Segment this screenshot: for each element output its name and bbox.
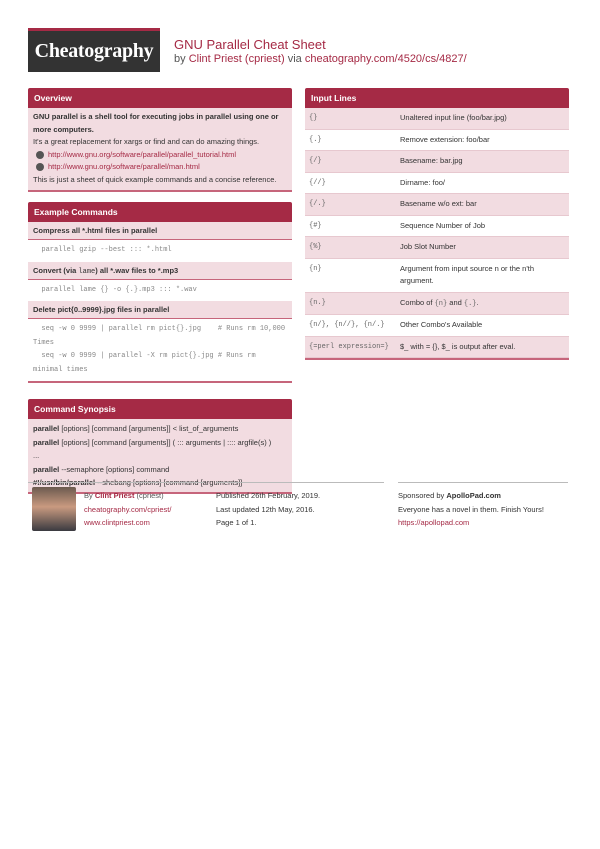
author-site-link[interactable]: www.clintpriest.com <box>84 518 150 527</box>
input-lines-section <box>305 88 569 360</box>
man-page-link[interactable] <box>33 161 287 174</box>
right-column <box>305 88 569 370</box>
tutorial-link[interactable] <box>33 149 287 162</box>
example-code-line: seq -w 0 9999 | parallel rm pict{}.jpg # Runs rm 10,000 Times <box>33 325 290 347</box>
page-number: Page 1 of 1. <box>216 518 257 527</box>
input-key: {%} <box>309 243 322 251</box>
author-line <box>84 489 204 503</box>
input-key: {=perl expression=} <box>309 342 389 351</box>
table-row <box>305 108 569 130</box>
overview-note: This is just a sheet of quick example commands and a concise reference. <box>33 174 277 184</box>
footer <box>28 482 568 538</box>
publish-info <box>216 482 384 530</box>
table-row <box>305 173 569 195</box>
input-desc <box>396 293 569 315</box>
synopsis-args: --shebang [options] [command [arguments]] <box>95 478 243 487</box>
overview-section <box>28 88 292 192</box>
table-row <box>305 337 569 359</box>
table-row <box>305 315 569 337</box>
table-row <box>305 237 569 259</box>
synopsis-cmd: #!/usr/bin/parallel <box>33 478 96 487</box>
example-commands-section <box>28 202 292 383</box>
page-title: GNU Parallel Cheat Sheet <box>174 37 326 52</box>
example-code <box>28 319 292 381</box>
example-code <box>28 240 292 262</box>
example-code-line: seq -w 0 9999 | parallel -X rm pict{}.jpg # Runs rm minimal times <box>33 352 260 374</box>
input-key: {n} <box>309 264 322 273</box>
synopsis-line <box>33 449 287 463</box>
synopsis-cmd: parallel <box>33 437 60 447</box>
synopsis-cmd: parallel <box>33 464 60 474</box>
example-title: Delete pict{0..9999}.jpg files in parallel <box>28 301 292 319</box>
overview-intro: GNU parallel is a shell tool for executing jobs in parallel using one or more computers. <box>33 112 279 134</box>
input-key: {} <box>309 114 318 122</box>
author-profile-link[interactable]: cheatography.com/cpriest/ <box>84 504 172 514</box>
table-row <box>305 151 569 173</box>
input-desc-code: {.} <box>463 299 477 308</box>
avatar[interactable] <box>32 487 76 531</box>
sheet-url-link[interactable]: cheatography.com/4520/cs/4827/ <box>304 53 467 65</box>
input-desc-part: . <box>476 297 479 307</box>
input-desc: $_ with = {}, $_ is output after eval. <box>400 341 516 351</box>
left-column <box>28 88 292 504</box>
sponsor-name-link[interactable]: ApolloPad.com <box>446 491 501 500</box>
updated-date: Last updated 12th May, 2016. <box>216 504 315 514</box>
input-key: {n/}, {n//}, {n/.} <box>309 321 385 329</box>
input-desc: Basename w/o ext: bar <box>400 199 477 208</box>
command-synopsis-section <box>28 399 292 494</box>
cheatography-logo[interactable]: Cheatography <box>28 28 160 72</box>
input-desc-code: {n} <box>434 299 448 308</box>
table-row <box>305 194 569 216</box>
input-key: {/} <box>309 157 322 165</box>
input-key: {n.} <box>309 298 326 307</box>
input-desc: Basename: bar.jpg <box>400 156 463 165</box>
sponsor-url-link[interactable]: https://apollopad.com <box>398 518 470 527</box>
input-desc: Sequence Number of Job <box>400 220 486 230</box>
table-row <box>305 130 569 152</box>
input-key: {#} <box>309 221 322 230</box>
example-commands-heading: Example Commands <box>28 202 292 222</box>
author-handle: (cpriest) <box>136 491 164 500</box>
input-desc: Dirname: foo/ <box>400 177 446 187</box>
input-desc-part: Combo of <box>400 297 435 307</box>
synopsis-args: ... <box>33 451 40 460</box>
synopsis-line <box>33 463 287 477</box>
author-link[interactable]: Clint Priest (cpriest) <box>188 53 285 65</box>
command-synopsis-heading: Command Synopsis <box>28 399 292 419</box>
input-desc: Remove extension: foo/bar <box>400 134 490 144</box>
example-code <box>28 280 292 302</box>
globe-icon <box>36 151 44 159</box>
synopsis-body <box>28 419 292 492</box>
example-title-part: ) all *.wav files to *.mp3 <box>95 265 179 275</box>
example-title-part: Convert (via <box>33 265 79 275</box>
byline-by: by <box>174 53 186 65</box>
example-title: Compress all *.html files in parallel <box>28 222 292 240</box>
table-row <box>305 216 569 238</box>
author-name-link[interactable]: Clint Priest <box>94 491 135 500</box>
sponsor-by: Sponsored by <box>398 491 445 500</box>
input-desc: Job Slot Number <box>400 242 456 251</box>
example-code-line: parallel lame {} -o {.}.mp3 ::: *.wav <box>41 285 197 294</box>
author-by: By <box>84 491 93 500</box>
byline-via: via <box>287 53 302 65</box>
globe-icon <box>36 163 44 171</box>
sponsor-info <box>398 482 568 530</box>
overview-heading: Overview <box>28 88 292 108</box>
example-title <box>28 262 292 280</box>
sponsor-line <box>398 489 568 503</box>
input-desc: Argument from input source n or the n'th argument. <box>400 263 535 285</box>
input-desc-part: and <box>447 297 464 307</box>
example-code-line: parallel gzip --best ::: *.html <box>41 246 172 254</box>
published-date: Published 26th February, 2019. <box>216 491 321 500</box>
input-key: {/.} <box>309 200 326 208</box>
input-desc: Unaltered input line (foo/bar.jpg) <box>400 113 507 122</box>
byline <box>174 53 467 65</box>
overview-replacement: It's a great replacement for xargs or find and can do amazing things. <box>33 137 260 146</box>
input-lines-heading: Input Lines <box>305 88 569 108</box>
author-text <box>84 489 204 530</box>
input-key: {.} <box>309 135 322 144</box>
synopsis-cmd: parallel <box>33 424 60 433</box>
synopsis-args: [options] [command [arguments]] < list_of_arguments <box>59 424 239 433</box>
man-page-link-text[interactable]: http://www.gnu.org/software/parallel/man.html <box>48 162 200 171</box>
example-title-code: lame <box>78 267 96 276</box>
table-row <box>305 293 569 316</box>
synopsis-line <box>33 422 287 436</box>
sponsor-tagline: Everyone has a novel in them. Finish Yours! <box>398 504 544 514</box>
author-info <box>28 482 204 530</box>
synopsis-args: [options] [command [arguments]] ( ::: arguments | :::: argfile(s) ) <box>59 437 272 447</box>
input-desc: Other Combo's Available <box>400 320 483 329</box>
table-row <box>305 259 569 293</box>
synopsis-line <box>33 436 287 450</box>
input-key: {//} <box>309 178 326 187</box>
tutorial-link-text[interactable]: http://www.gnu.org/software/parallel/parallel_tutorial.html <box>48 149 237 159</box>
overview-body <box>28 108 292 190</box>
synopsis-args: --semaphore [options] command <box>59 464 170 474</box>
